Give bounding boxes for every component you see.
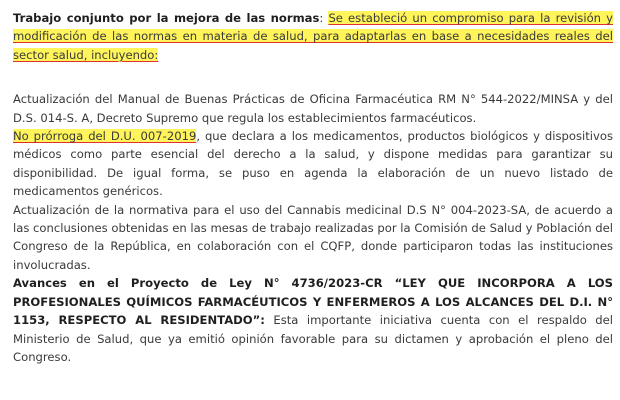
item-text: Actualización del Manual de Buenas Prácticas de Oficina Farmacéutica RM N° 544-2022/MINSA y del D.S. 014-S. A, Decreto Supremo que regula los establecimientos farmacéuticos. xyxy=(13,92,613,125)
highlighted-commitment-text: Se estableció un compromiso para la revisión y modificación de las normas en materia de salud, para adaptarlas en base a necesidades reales del sector salud, incluyendo: xyxy=(13,11,613,62)
item-bill-progress xyxy=(13,274,613,366)
section-heading: Trabajo conjunto por la mejora de las normas xyxy=(13,11,320,25)
bill-title: Avances en el Proyecto de Ley N° 4736/2023-CR “LEY QUE INCORPORA A LOS PROFESIONALES QUÍMICOS FARMACÉUTICOS Y ENFERMEROS A LOS ALCANCES DEL D.I. N° 1153, RESPECTO AL RESIDENTADO”: xyxy=(13,276,613,328)
item-text: , que declara a los medicamentos, productos biológicos y dispositivos médicos como parte esencial del derecho a la salud, y dispone medidas para garantizar su disponibilidad. De igual forma, se puso en agenda la elaboración de un nuevo listado de medicamentos genéricos. xyxy=(13,129,613,199)
item-du-prorroga xyxy=(13,127,613,201)
intro-paragraph xyxy=(13,9,613,64)
item-text: Esta importante iniciativa cuenta con el respaldo del Ministerio de Salud, que ya emitió opinión favorable para su dictamen y aprobación el pleno del Congreso. xyxy=(13,313,613,364)
item-cannabis-regulation xyxy=(13,201,613,275)
highlighted-du-reference: No prórroga del D.U. 007-2019 xyxy=(13,129,197,144)
heading-colon: : xyxy=(319,11,329,25)
item-text: Actualización de la normativa para el uso del Cannabis medicinal D.S N° 004-2023-SA, de acuerdo a las conclusiones obtenidas en las mesas de trabajo realizadas por la Comisión de Salud y Población del Congreso de la República, en colaboración con el CQFP, donde participaron todas las instituciones involucradas. xyxy=(13,202,614,272)
document-page xyxy=(13,9,613,366)
item-manual-update xyxy=(13,90,613,127)
paragraph-spacer xyxy=(13,64,613,90)
